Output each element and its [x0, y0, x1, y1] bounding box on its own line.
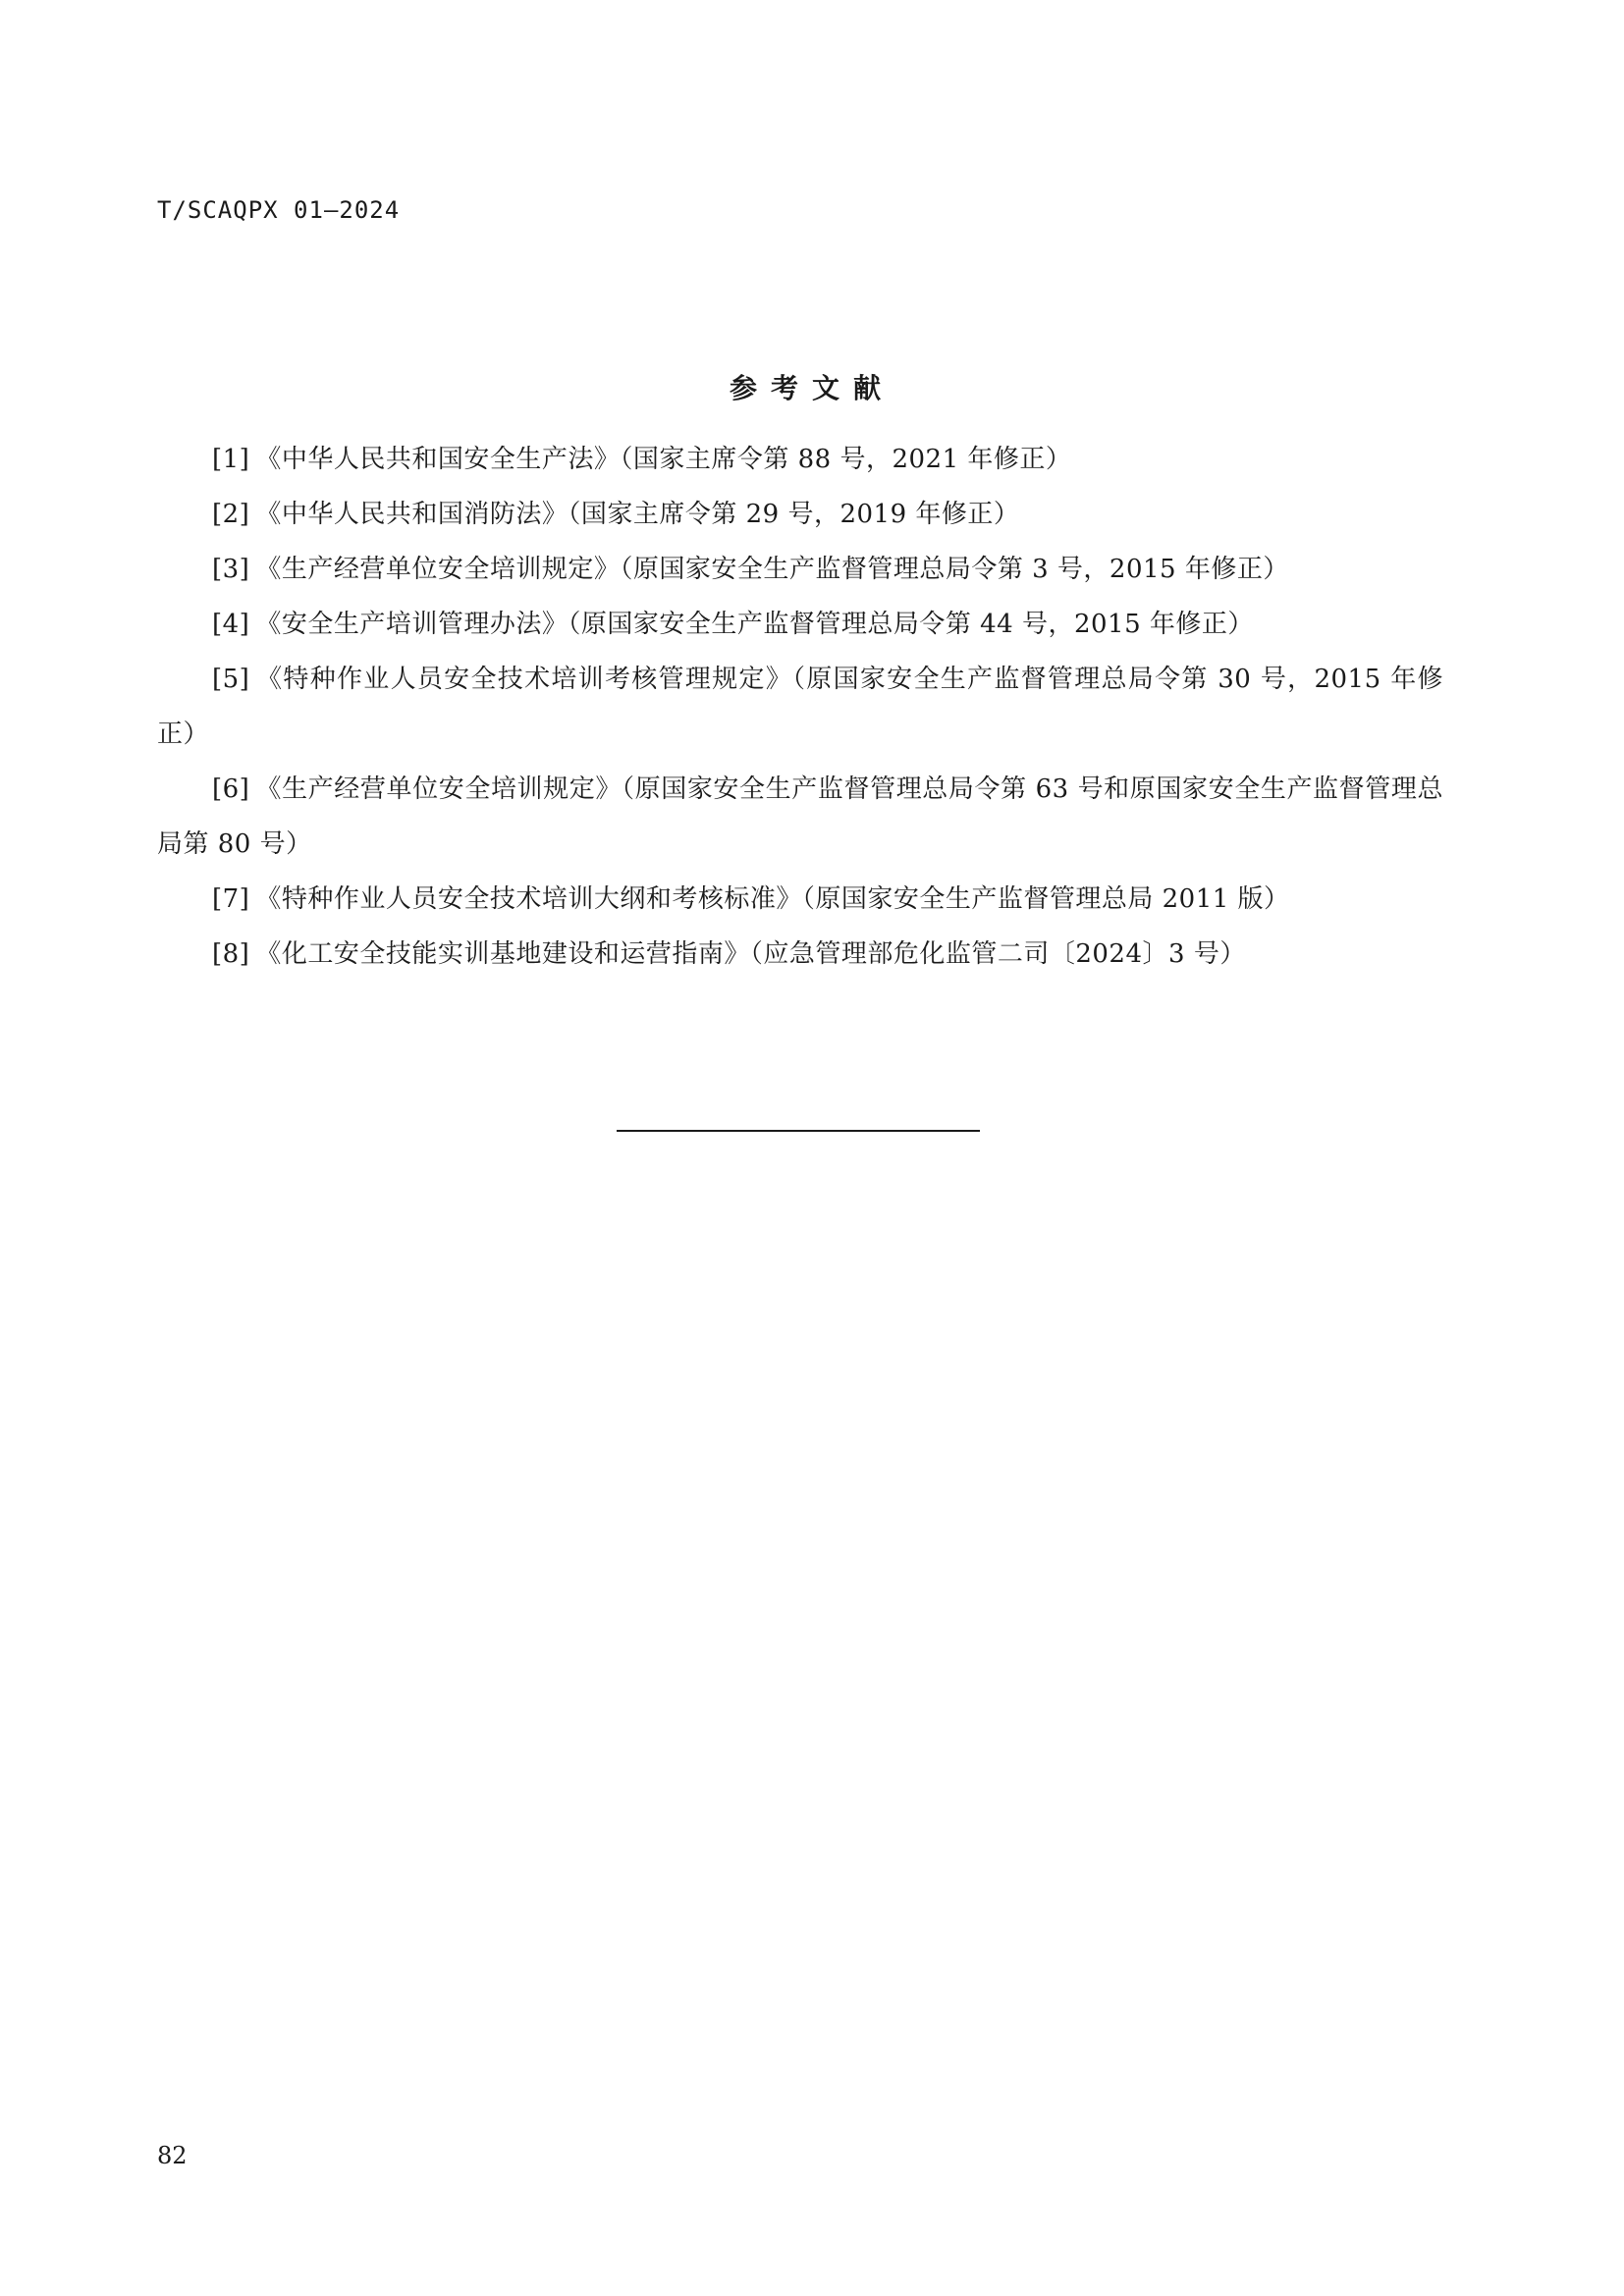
- section-title: 参考文献: [729, 372, 894, 404]
- reference-item-5: [157, 652, 1443, 762]
- reference-number: [6]: [212, 774, 250, 804]
- reference-text: 《生产经营单位安全培训规定》（原国家安全生产监督管理总局令第 3 号，2015 年修正）: [255, 555, 1289, 584]
- reference-item-3: [157, 542, 1443, 597]
- reference-item-8: [157, 927, 1443, 982]
- reference-number: [7]: [212, 884, 250, 914]
- reference-item-4: [157, 597, 1443, 652]
- reference-number: [3]: [212, 555, 250, 584]
- reference-item-2: [157, 487, 1443, 542]
- reference-text: 《特种作业人员安全技术培训大纲和考核标准》（原国家安全生产监督管理总局 2011 版）: [255, 884, 1290, 914]
- reference-item-6: [157, 762, 1443, 872]
- reference-number: [8]: [212, 939, 250, 969]
- reference-list: [157, 432, 1443, 982]
- end-of-document-rule: [617, 1130, 980, 1132]
- page-number: 82: [157, 2142, 188, 2169]
- reference-text: 《生产经营单位安全培训规定》（原国家安全生产监督管理总局令第 63 号和原国家安全生产监督管理总局第 80 号）: [157, 774, 1443, 859]
- reference-item-1: [157, 432, 1443, 487]
- reference-text: 《特种作业人员安全技术培训考核管理规定》（原国家安全生产监督管理总局令第 30 号，2015 年修正）: [157, 665, 1443, 749]
- reference-number: [4]: [212, 610, 250, 639]
- reference-text: 《化工安全技能实训基地建设和运营指南》（应急管理部危化监管二司〔2024〕3 号）: [255, 939, 1246, 969]
- document-code: T/SCAQPX 01—2024: [157, 196, 401, 224]
- reference-number: [5]: [212, 665, 250, 694]
- reference-text: 《安全生产培训管理办法》（原国家安全生产监督管理总局令第 44 号，2015 年修正）: [255, 610, 1254, 639]
- reference-number: [2]: [212, 500, 250, 529]
- reference-item-7: [157, 872, 1443, 927]
- reference-number: [1]: [212, 445, 250, 474]
- reference-text: 《中华人民共和国安全生产法》（国家主席令第 88 号，2021 年修正）: [255, 445, 1072, 474]
- reference-text: 《中华人民共和国消防法》（国家主席令第 29 号，2019 年修正）: [255, 500, 1020, 529]
